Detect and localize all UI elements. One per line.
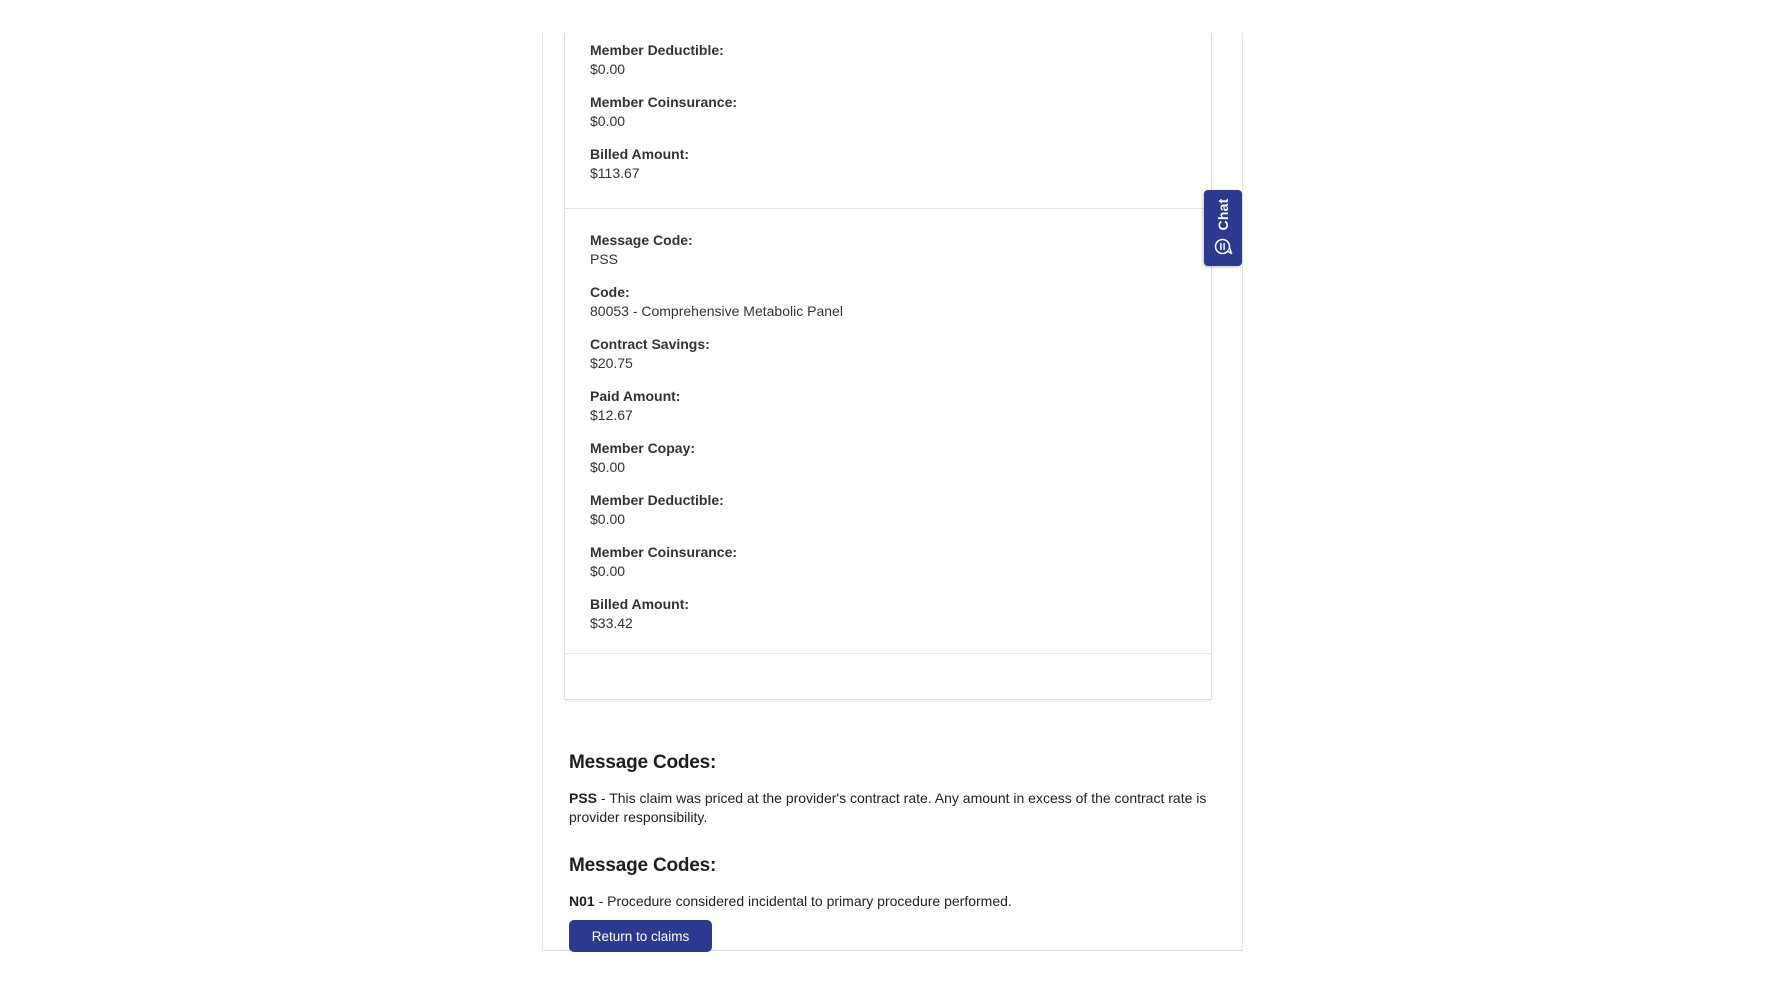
message-codes-note (569, 855, 1231, 911)
chat-tab-content (1204, 190, 1242, 266)
field-value: $33.42 (590, 615, 633, 631)
field-label: Contract Savings: (590, 336, 710, 352)
message-code-description (569, 789, 1231, 827)
field-label: Member Coinsurance: (590, 94, 738, 110)
claim-field (590, 93, 1181, 131)
field-value: $0.00 (590, 563, 626, 579)
field-value: 80053 - Comprehensive Metabolic Panel (590, 303, 843, 319)
field-label: Billed Amount: (590, 146, 690, 162)
claim-field (590, 387, 1181, 425)
notes-area (569, 719, 1231, 952)
message-codes-heading: Message Codes: (569, 752, 717, 773)
chat-bubble-icon (1213, 236, 1234, 257)
chat-tab[interactable] (1204, 190, 1242, 266)
field-label: Code: (590, 284, 630, 300)
message-code-text: - This claim was priced at the provider's contract rate. Any amount in excess of the contract rate is provider responsibility. (569, 790, 1207, 825)
return-to-claims-button[interactable]: Return to claims (569, 920, 712, 952)
field-label: Member Copay: (590, 440, 696, 456)
card-footer-empty (565, 654, 1211, 699)
field-value: PSS (590, 251, 619, 267)
message-code: PSS (569, 790, 598, 806)
claim-card (564, 33, 1212, 700)
field-value: $0.00 (590, 113, 626, 129)
claim-field (590, 543, 1181, 581)
content-column (542, 33, 1243, 951)
field-label: Member Deductible: (590, 492, 724, 508)
field-value: $0.00 (590, 459, 626, 475)
message-code-description (569, 892, 1231, 911)
claim-field (590, 439, 1181, 477)
field-value: $113.67 (590, 165, 640, 181)
field-value: $20.75 (590, 355, 633, 371)
field-value: $0.00 (590, 511, 626, 527)
field-label: Message Code: (590, 232, 693, 248)
field-label: Paid Amount: (590, 388, 681, 404)
field-label: Billed Amount: (590, 596, 690, 612)
message-code: N01 (569, 893, 595, 909)
claim-field (590, 335, 1181, 373)
message-codes-heading: Message Codes: (569, 855, 717, 876)
claim-field (590, 41, 1181, 79)
field-label: Member Deductible: (590, 42, 724, 58)
claim-field (590, 231, 1181, 269)
claim-card-section (565, 33, 1211, 209)
message-codes-note (569, 752, 1231, 827)
claim-card-section (565, 209, 1211, 654)
claim-field (590, 283, 1181, 321)
message-code-text: - Procedure considered incidental to primary procedure performed. (594, 893, 1012, 909)
claim-field (590, 491, 1181, 529)
claim-field (590, 595, 1181, 633)
field-value: $0.00 (590, 61, 626, 77)
field-value: $12.67 (590, 407, 633, 423)
claim-field (590, 145, 1181, 183)
chat-label: Chat (1215, 198, 1231, 231)
field-label: Member Coinsurance: (590, 544, 738, 560)
